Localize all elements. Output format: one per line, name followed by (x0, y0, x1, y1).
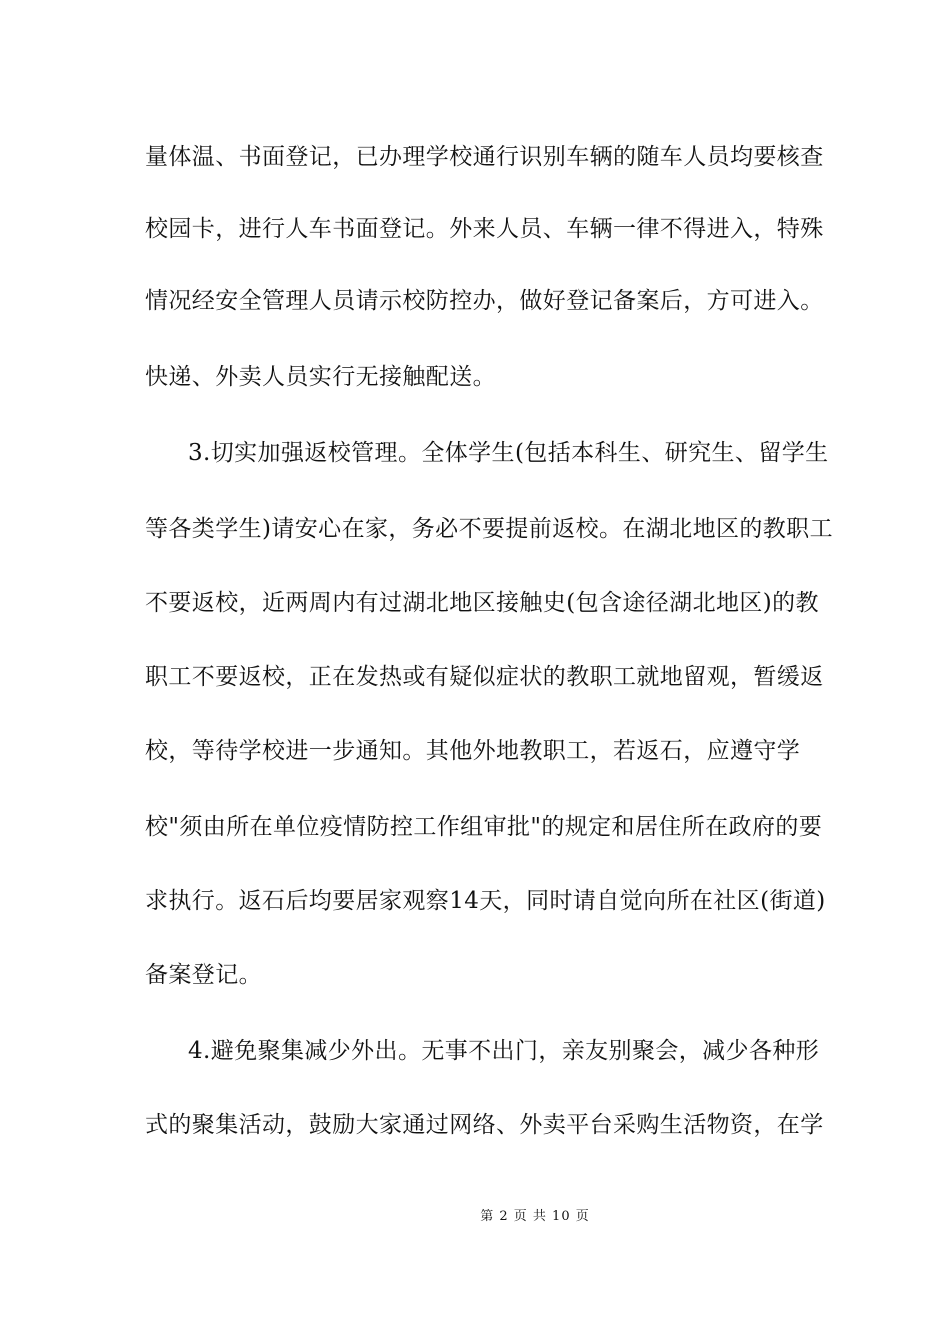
text-line-6: 等各类学生)请安心在家，务必不要提前返校。在湖北地区的教职工 (145, 516, 833, 542)
text-line-10: 校"须由所在单位疫情防控工作组审批"的规定和居住所在政府的要 (145, 814, 823, 840)
text-line-1: 量体温、书面登记，已办理学校通行识别车辆的随车人员均要核查 (145, 144, 824, 170)
text-line-14: 式的聚集活动，鼓励大家通过网络、外卖平台采购生活物资，在学 (145, 1112, 824, 1138)
text-line-2: 校园卡，进行人车书面登记。外来人员、车辆一律不得进入，特殊 (145, 216, 824, 242)
text-line-8: 职工不要返校，正在发热或有疑似症状的教职工就地留观，暂缓返 (145, 664, 824, 690)
text-line-11: 求执行。返石后均要居家观察14天，同时请自觉向所在社区(街道) (145, 888, 826, 914)
text-line-13: 4.避免聚集减少外出。无事不出门，亲友别聚会，减少各种形 (188, 1038, 820, 1064)
text-line-5: 3.切实加强返校管理。全体学生(包括本科生、研究生、留学生 (188, 440, 829, 466)
text-line-7: 不要返校，近两周内有过湖北地区接触史(包含途径湖北地区)的教 (145, 590, 819, 616)
text-line-12: 备案登记。 (145, 962, 262, 988)
text-line-9: 校，等待学校进一步通知。其他外地教职工，若返石，应遵守学 (145, 738, 801, 764)
text-line-4: 快递、外卖人员实行无接触配送。 (145, 364, 496, 390)
text-line-3: 情况经安全管理人员请示校防控办，做好登记备案后，方可进入。 (145, 288, 824, 314)
page-number-footer: 第 2 页 共 10 页 (480, 1209, 590, 1224)
